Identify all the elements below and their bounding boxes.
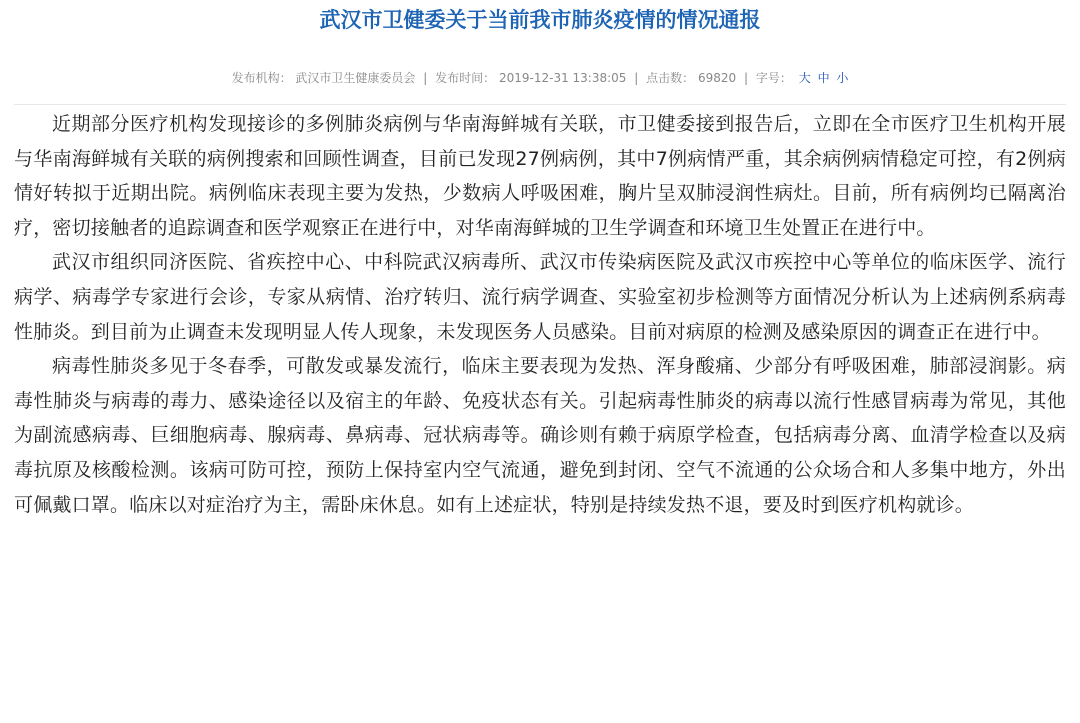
article-body	[14, 107, 1066, 522]
font-size-medium-link[interactable]: 中	[817, 71, 830, 85]
click-count-value: 69820	[697, 71, 737, 85]
meta-separator: |	[744, 71, 749, 85]
page-title: 武汉市卫健委关于当前我市肺炎疫情的情况通报	[319, 8, 761, 32]
font-size-small-link[interactable]: 小	[836, 71, 849, 85]
publisher-label: 发布机构：	[231, 71, 292, 85]
publisher-value: 武汉市卫生健康委员会	[295, 71, 416, 85]
publish-time-label: 发布时间：	[435, 71, 496, 85]
header-divider	[14, 104, 1066, 105]
article-meta	[14, 66, 1066, 90]
click-count-label: 点击数：	[646, 71, 695, 85]
paragraph-3: 病毒性肺炎多见于冬春季，可散发或暴发流行，临床主要表现为发热、浑身酸痛、少部分有呼吸困难，肺部浸润影。病毒性肺炎与病毒的毒力、感染途径以及宿主的年龄、免疫状态有关。引起病毒性肺炎的病毒以流行性感冒病毒为常见，其他为副流感病毒、巨细胞病毒、腺病毒、鼻病毒、冠状病毒等。确诊则有赖于病原学检查，包括病毒分离、血清学检查以及病毒抗原及核酸检测。该病可防可控，预防上保持室内空气流通，避免到封闭、空气不流通的公众场合和人多集中地方，外出可佩戴口罩。临床以对症治疗为主，需卧床休息。如有上述症状，特别是持续发热不退，要及时到医疗机构就诊。	[14, 355, 1066, 516]
meta-separator: |	[423, 71, 428, 85]
publish-time-value: 2019-12-31 13:38:05	[498, 71, 627, 85]
meta-separator: |	[634, 71, 639, 85]
font-size-large-link[interactable]: 大	[798, 71, 811, 85]
paragraph-2: 武汉市组织同济医院、省疾控中心、中科院武汉病毒所、武汉市传染病医院及武汉市疾控中心等单位的临床医学、流行病学、病毒学专家进行会诊，专家从病情、治疗转归、流行病学调查、实验室初步检测等方面情况分析认为上述病例系病毒性肺炎。到目前为止调查未发现明显人传人现象，未发现医务人员感染。目前对病原的检测及感染原因的调查正在进行中。	[14, 251, 1066, 343]
paragraph-1: 近期部分医疗机构发现接诊的多例肺炎病例与华南海鲜城有关联，市卫健委接到报告后，立即在全市医疗卫生机构开展与华南海鲜城有关联的病例搜索和回顾性调查，目前已发现27例病例，其中7例病情严重，其余病例病情稳定可控，有2例病情好转拟于近期出院。病例临床表现主要为发热，少数病人呼吸困难，胸片呈双肺浸润性病灶。目前，所有病例均已隔离治疗，密切接触者的追踪调查和医学观察正在进行中，对华南海鲜城的卫生学调查和环境卫生处置正在进行中。	[14, 113, 1066, 239]
font-size-label: 字号：	[755, 71, 792, 85]
